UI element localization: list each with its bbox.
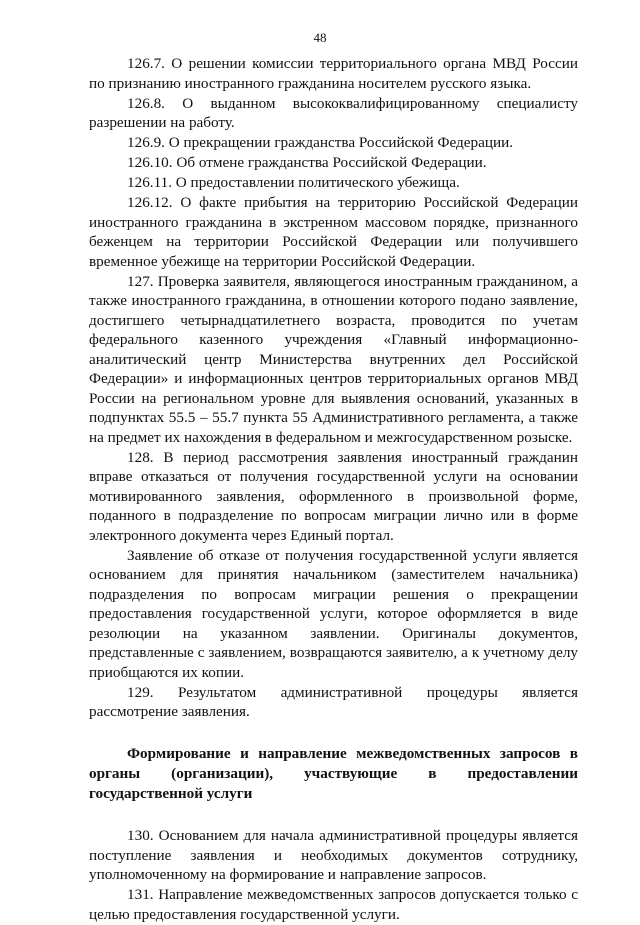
paragraph-127: 127. Проверка заявителя, являющегося иностранным гражданином, а также иностранного гражданина, в отношении которого подано заявление, достигшего четырнадцатилетнего возраста, проводится по учетам федерального казенного учреждения «Главный информационно-аналитический центр Министерства внутренних дел Российской Федерации» и информационных центров территориальных органов МВД России на региональном уровне для выявления оснований, указанных в подпунктах 55.5 – 55.7 пункта 55 Административного регламента, а также на предмет их нахождения в федеральном и межгосударственном розыске. [89, 272, 578, 446]
paragraph-131: 131. Направление межведомственных запросов допускается только с целью предоставления государственной услуги. [89, 886, 578, 923]
paragraph-126-11: 126.11. О предоставлении политического убежища. [127, 174, 460, 191]
paragraph-130: 130. Основанием для начала административной процедуры является поступление заявления и необходимых документов сотруднику, уполномоченному на формирование и направление запросов. [89, 827, 578, 883]
paragraph-126-10: 126.10. Об отмене гражданства Российской Федерации. [127, 154, 487, 171]
paragraph-126-8: 126.8. О выданном высококвалифицированному специалисту разрешении на работу. [89, 94, 578, 131]
paragraph-126-12: 126.12. О факте прибытия на территорию Российской Федерации иностранного гражданина в экстренном массовом порядке, признанного беженцем на территории Российской Федерации или получившего временное убежище на территории Российской Федерации. [89, 194, 578, 270]
paragraph-126-9: 126.9. О прекращении гражданства Российской Федерации. [127, 134, 514, 151]
paragraph-128-refusal: Заявление об отказе от получения государственной услуги является основанием для принятия начальником (заместителем начальника) подразделения по вопросам миграции решения о прекращении предоставления государственной услуги, которое оформляется в виде резолюции на указанном заявлении. Оригиналы документов, представленные с заявлением, возвращаются заявителю, а к учетному делу приобщаются их копии. [89, 546, 578, 681]
page-number: 48 [313, 30, 327, 45]
document-body [89, 54, 578, 925]
paragraph-126-7: 126.7. О решении комиссии территориального органа МВД России по признанию иностранного гражданина носителем русского языка. [89, 55, 578, 92]
paragraph-128: 128. В период рассмотрения заявления иностранный гражданин вправе отказаться от получения государственной услуги на основании мотивированного заявления, оформленного в произвольной форме, поданного в подразделение по вопросам миграции лично или в форме электронного документа через Единый портал. [89, 448, 578, 544]
paragraph-129: 129. Результатом административной процедуры является рассмотрение заявления. [89, 683, 578, 720]
section-heading: Формирование и направление межведомственных запросов в органы (организации), участвующие в предоставлении государственной услуги [89, 745, 578, 802]
